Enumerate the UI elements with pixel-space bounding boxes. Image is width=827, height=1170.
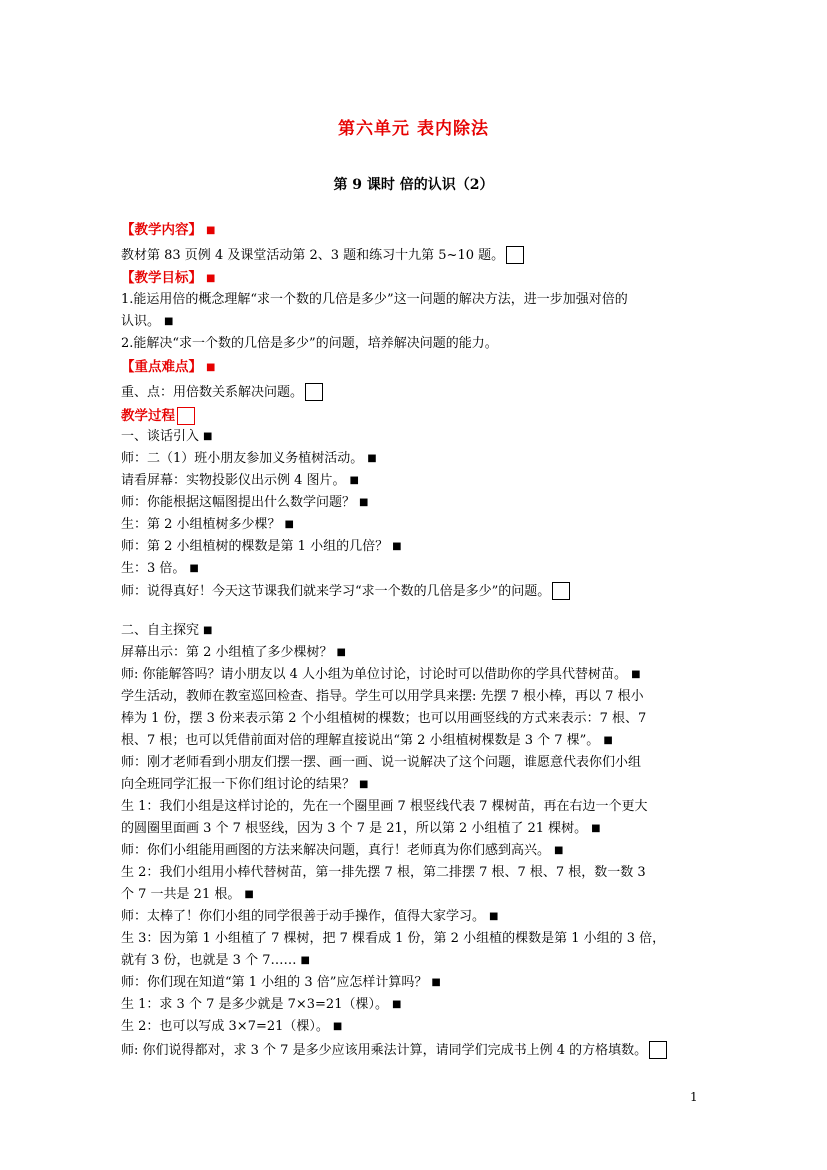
text-line-label: 师：二（1）班小朋友参加义务植树活动。: [121, 451, 364, 466]
square-mark-icon: ■: [591, 823, 601, 834]
text-line: [121, 733, 613, 749]
text-line: [121, 582, 570, 600]
text-line: [121, 495, 368, 511]
square-mark-icon: ■: [206, 273, 216, 284]
square-mark-icon: ■: [367, 453, 377, 464]
text-line-label: 师：你能根据这幅图提出什么数学问题？: [121, 495, 356, 510]
heading-key-label: 【重点难点】: [121, 359, 202, 375]
square-mark-icon: ■: [203, 625, 213, 636]
text-line-label: 的圆圈里面画 3 个 7 根竖线，因为 3 个 7 是 21，所以第 2 小组植了 21 棵树。: [121, 821, 588, 836]
text-line-label: 生 1：求 3 个 7 是多少就是 7×3=21（棵）。: [121, 997, 388, 1012]
text-line-label: 生 2：也可以写成 3×7=21（棵）。: [121, 1019, 329, 1034]
text-line-label: 师: 你能解答吗？请小朋友以 4 人小组为单位讨论，讨论时可以借助你的学具代替树苗。: [121, 667, 628, 682]
square-mark-icon: ■: [349, 475, 359, 486]
goal-1a: 1.能运用倍的概念理解“求一个数的几倍是多少”这一问题的解决方法，进一步加强对倍的: [121, 292, 628, 307]
text-line-label: 生：3 倍。: [121, 561, 186, 576]
square-mark-icon: ■: [554, 845, 564, 856]
goal-1b: [121, 314, 173, 330]
goal-2: 2.能解决“求一个数的几倍是多少”的问题，培养解决问题的能力。: [121, 336, 498, 351]
square-mark-icon: ■: [392, 541, 402, 552]
section-2: [121, 623, 212, 639]
square-mark-icon: ■: [391, 999, 402, 1010]
text-line: [121, 1019, 342, 1035]
square-mark-icon: ■: [332, 1021, 343, 1032]
text-line: [121, 777, 368, 793]
text-line-label: 请看屏幕：实物投影仪出示例 4 图片。: [121, 473, 346, 488]
empty-box-icon: [506, 246, 524, 264]
heading-goals: [121, 270, 215, 287]
square-mark-icon: ■: [284, 519, 294, 530]
empty-box-icon: [649, 1041, 667, 1059]
text-line: [121, 561, 199, 577]
square-mark-icon: ■: [189, 563, 199, 574]
content-text: [121, 246, 524, 264]
text-line: [121, 517, 294, 533]
text-line: [121, 887, 254, 903]
square-mark-icon: ■: [431, 977, 441, 988]
text-line: [121, 645, 346, 661]
lesson-subtitle: 第 9 课时 倍的认识（2）: [333, 177, 494, 193]
text-line-label: 向全班同学汇报一下你们组讨论的结果？: [121, 777, 356, 792]
text-line-label: 师：太棒了！你们小组的同学很善于动手操作，值得大家学习。: [121, 909, 486, 924]
key-text-label: 重、点：用倍数关系解决问题。: [121, 385, 304, 400]
text-line-label: 师: 你们说得都对，求 3 个 7 是多少应该用乘法计算，请同学们完成书上例 4 的方格填数。: [121, 1043, 648, 1058]
square-mark-icon: ■: [244, 889, 254, 900]
text-line: 生 3：因为第 1 小组植了 7 棵树，把 7 棵看成 1 份，第 2 小组植的棵数是第 1 小组的 3 倍，: [121, 931, 666, 946]
text-line-label: 师：第 2 小组植树的棵数是第 1 小组的几倍？: [121, 539, 389, 554]
text-line: 生 1：我们小组是这样讨论的，先在一个圈里画 7 根竖线代表 7 棵树苗，再在右边一个更大: [121, 799, 648, 814]
heading-content: [121, 222, 215, 239]
heading-content-label: 【教学内容】: [121, 222, 202, 238]
heading-process-label: 教学过程: [121, 408, 175, 424]
content-text-label: 教材第 83 页例 4 及课堂活动第 2、3 题和练习十九第 5~10 题。: [121, 248, 505, 263]
page-number: 1: [690, 1090, 698, 1104]
text-line: [121, 473, 359, 489]
text-line: [121, 1041, 667, 1059]
text-line: 生 2：我们小组用小棒代替树苗，第一排先摆 7 根，第二排摆 7 根、7 根、7 根，数一数 3: [121, 865, 646, 880]
square-mark-icon: ■: [603, 735, 613, 746]
square-mark-icon: ■: [359, 497, 369, 508]
text-line: 学生活动，教师在教室巡回检查、指导。学生可以用学具来摆: 先摆 7 根小棒，再以 7 根小: [121, 689, 644, 704]
square-mark-icon: ■: [336, 647, 346, 658]
text-line-label: 师：说得真好！今天这节课我们就来学习“求一个数的几倍是多少”的问题。: [121, 584, 551, 599]
text-line: [121, 539, 402, 555]
square-mark-icon: ■: [164, 316, 174, 327]
text-line: [121, 451, 377, 467]
goal-1b-label: 认识。: [121, 314, 161, 329]
text-line-label: 个 7 一共是 21 根。: [121, 887, 241, 902]
text-line: [121, 953, 310, 969]
text-line-label: 就有 3 份，也就是 3 个 7……: [121, 953, 297, 968]
text-line-label: 根、7 根；也可以凭借前面对倍的理解直接说出“第 2 小组植树棵数是 3 个 7 棵”。: [121, 733, 600, 748]
empty-box-red-icon: [177, 407, 195, 425]
heading-process: [121, 407, 195, 425]
unit-title: 第六单元 表内除法: [338, 119, 489, 139]
text-line: [121, 909, 498, 925]
empty-box-icon: [305, 383, 323, 401]
text-line: [121, 997, 401, 1013]
section-1-label: 一、谈话引入: [121, 429, 200, 444]
square-mark-icon: ■: [359, 779, 369, 790]
text-line: [121, 821, 601, 837]
square-mark-icon: ■: [489, 911, 499, 922]
text-line-label: 师：你们小组能用画图的方法来解决问题，真行！老师真为你们感到高兴。: [121, 843, 551, 858]
square-mark-icon: ■: [206, 225, 216, 236]
square-mark-icon: ■: [203, 431, 213, 442]
key-text: [121, 383, 323, 401]
section-2-label: 二、自主探究: [121, 623, 200, 638]
text-line: [121, 843, 563, 859]
text-line: [121, 667, 641, 683]
heading-goals-label: 【教学目标】: [121, 270, 202, 286]
text-line-label: 屏幕出示：第 2 小组植了多少棵树？: [121, 645, 333, 660]
empty-box-icon: [552, 582, 570, 600]
text-line: 棒为 1 份，摆 3 份来表示第 2 个小组植树的棵数；也可以用画竖线的方式来表示：7 根、7: [121, 711, 647, 726]
heading-key: [121, 359, 215, 376]
square-mark-icon: ■: [206, 362, 216, 373]
square-mark-icon: ■: [300, 955, 310, 966]
text-line: 师：刚才老师看到小朋友们摆一摆、画一画、说一说解决了这个问题，谁愿意代表你们小组: [121, 755, 642, 770]
square-mark-icon: ■: [631, 669, 641, 680]
text-line-label: 生：第 2 小组植树多少棵？: [121, 517, 281, 532]
text-line-label: 师：你们现在知道“第 1 小组的 3 倍”应怎样计算吗？: [121, 975, 428, 990]
text-line: [121, 975, 441, 991]
section-1: [121, 429, 212, 445]
